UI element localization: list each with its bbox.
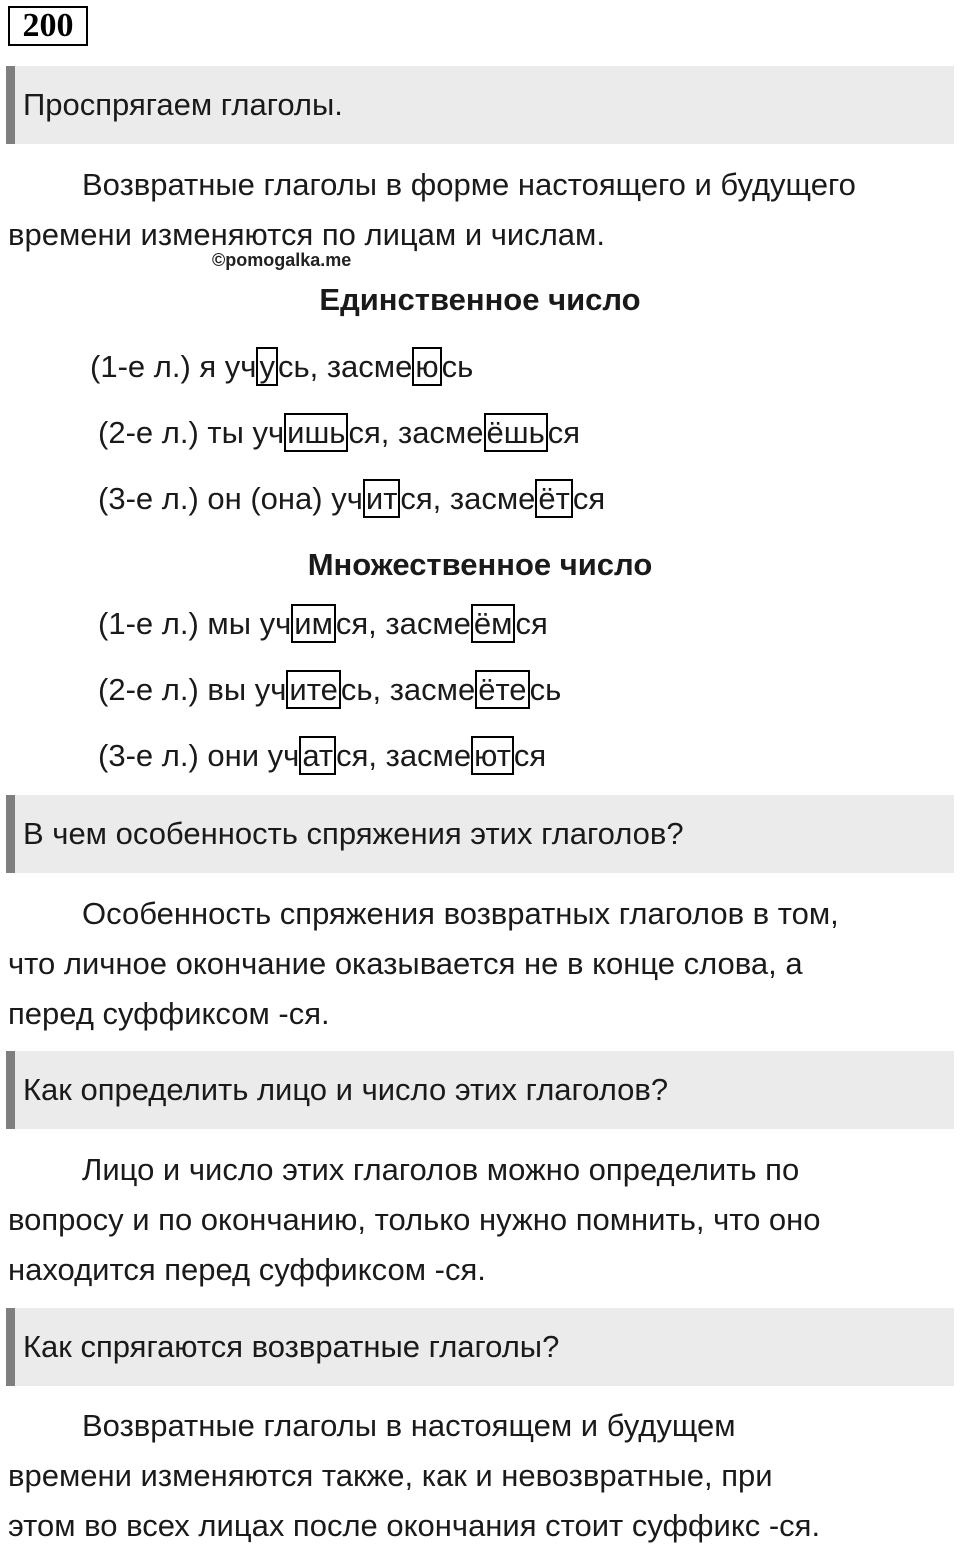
conjugation-row <box>98 736 546 776</box>
singular-heading: Единственное число <box>319 282 641 317</box>
answer-3-line-1: Лицо и число этих глаголов можно определить по <box>82 1152 800 1187</box>
answer-3-line-3: находится перед суффиксом -ся. <box>8 1252 486 1287</box>
row-prefix: (2-е л.) вы уч <box>98 672 287 707</box>
answer-4 <box>8 1401 948 1551</box>
answer-1 <box>8 160 948 260</box>
question-3: Как определить лицо и число этих глаголов? <box>6 1051 954 1129</box>
answer-4-line-1: Возвратные глаголы в настоящем и будущем <box>82 1408 736 1443</box>
row-middle: сь, засме <box>340 672 476 707</box>
ending-box: ит <box>363 479 401 518</box>
answer-2-line-1: Особенность спряжения возвратных глаголов в том, <box>82 896 839 931</box>
row-middle: ся, засме <box>335 606 471 641</box>
conjugation-row <box>98 413 580 453</box>
row-suffix: сь <box>441 349 474 384</box>
row-middle: ся, засме <box>400 481 536 516</box>
task-number: 200 <box>8 6 88 46</box>
row-middle: сь, засме <box>277 349 413 384</box>
conjugation-row <box>98 670 561 710</box>
ending-box: им <box>291 604 336 643</box>
row-suffix: ся <box>547 415 581 450</box>
answer-2-line-3: перед суффиксом -ся. <box>8 996 330 1031</box>
ending-box: ёшь <box>484 413 548 452</box>
row-suffix: ся <box>515 606 548 641</box>
plural-heading: Множественное число <box>307 547 653 582</box>
ending-box: ёте <box>475 670 529 709</box>
answer-3-line-2: вопросу и по окончанию, только нужно помнить, что оно <box>8 1202 821 1237</box>
row-middle: ся, засме <box>336 738 472 773</box>
row-suffix: сь <box>529 672 562 707</box>
watermark: ©pomogalka.me <box>212 250 352 270</box>
answer-4-line-2: времени изменяются также, как и невозвратные, при <box>8 1458 773 1493</box>
ending-box: ю <box>412 347 441 386</box>
conjugation-row <box>98 604 548 644</box>
row-prefix: (3-е л.) он (она) уч <box>98 481 363 516</box>
question-1: Проспрягаем глаголы. <box>6 66 954 144</box>
row-suffix: ся <box>513 738 547 773</box>
answer-4-line-3: этом во всех лицах после окончания стоит суффикс -ся. <box>8 1508 821 1543</box>
ending-box: ёт <box>535 479 572 518</box>
conjugation-row <box>98 479 605 519</box>
ending-box: ишь <box>284 413 348 452</box>
ending-box: ите <box>286 670 340 709</box>
answer-1-line-1: Возвратные глаголы в форме настоящего и будущего <box>82 167 856 202</box>
ending-box: ат <box>299 736 336 775</box>
answer-2 <box>8 889 948 1039</box>
question-4: Как спрягаются возвратные глаголы? <box>6 1308 954 1386</box>
row-prefix: (3-е л.) они уч <box>98 738 300 773</box>
row-prefix: (1-е л.) я уч <box>90 349 257 384</box>
row-suffix: ся <box>572 481 606 516</box>
ending-box: у <box>256 347 278 386</box>
row-middle: ся, засме <box>348 415 484 450</box>
ending-box: ём <box>471 604 516 643</box>
row-prefix: (2-е л.) ты уч <box>98 415 285 450</box>
ending-box: ют <box>471 736 514 775</box>
answer-3 <box>8 1145 948 1295</box>
conjugation-row <box>90 347 473 387</box>
answer-1-line-2: времени изменяются по лицам и числам. <box>8 217 605 252</box>
row-prefix: (1-е л.) мы уч <box>98 606 292 641</box>
answer-2-line-2: что личное окончание оказывается не в конце слова, а <box>8 946 803 981</box>
question-2: В чем особенность спряжения этих глаголов? <box>6 795 954 873</box>
